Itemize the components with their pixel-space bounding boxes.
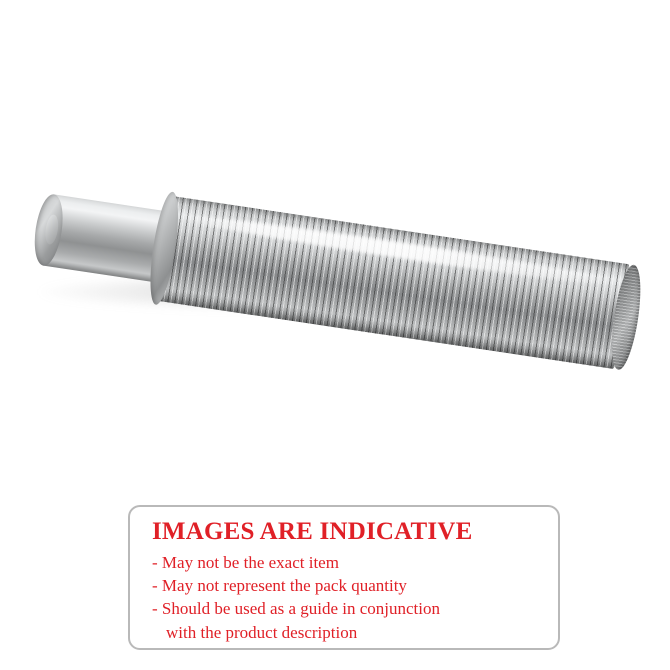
indicative-notice-box bbox=[128, 505, 560, 650]
indicative-line-1: - May not be the exact item bbox=[152, 553, 339, 573]
indicative-line-2: - May not represent the pack quantity bbox=[152, 576, 407, 596]
indicative-line-3: - Should be used as a guide in conjunction bbox=[152, 599, 441, 619]
indicative-title: IMAGES ARE INDICATIVE bbox=[152, 518, 473, 545]
pulley-part bbox=[33, 142, 642, 397]
indicative-line-4: with the product description bbox=[166, 622, 358, 642]
